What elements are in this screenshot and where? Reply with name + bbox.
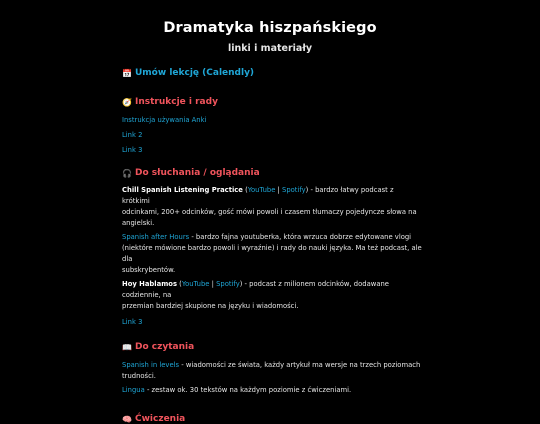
link-3[interactable]: Link 3 bbox=[122, 146, 143, 154]
compass-icon: 🧭 bbox=[122, 97, 132, 107]
list-item: Lingua - zestaw ok. 30 tekstów na każdym poziomie z ćwiczeniami. bbox=[122, 386, 352, 394]
item-title: Chill Spanish Listening Practice bbox=[122, 186, 243, 194]
section-instrukcje-label: Instrukcje i rady bbox=[135, 97, 218, 107]
page-subtitle: linki i materiały bbox=[227, 43, 313, 54]
link-2[interactable]: Link 2 bbox=[122, 131, 143, 139]
link-3[interactable]: Link 3 bbox=[122, 318, 143, 326]
book-icon: 📖 bbox=[122, 342, 132, 352]
spotify-link[interactable]: Spotify bbox=[282, 186, 306, 194]
list-item: Spanish after Hours - bardzo fajna youtuberka, która wrzuca dobrze edytowane vlogi (niektóre mówione bardzo powoli i wyraźnie) i rady do nauki języka. Ma też podcast, ale dla subskrybentów. bbox=[122, 233, 422, 274]
section-cwiczenia-heading bbox=[122, 414, 422, 424]
spotify-link[interactable]: Spotify bbox=[216, 280, 240, 288]
section-sluchanie-label: Do słuchania / oglądania bbox=[135, 168, 260, 178]
section-czytanie-label: Do czytania bbox=[135, 342, 195, 352]
item-title: Hoy Hablamos bbox=[122, 280, 178, 288]
list-item: Chill Spanish Listening Practice (YouTube | Spotify) - bardzo łatwy podcast z krótkimi odcinkami, 200+ odcinków, gość mówi powoli i czasem tłumaczy pojedyncze słowa na angielski. bbox=[122, 186, 417, 227]
section-cwiczenia-label: Ćwiczenia bbox=[135, 414, 186, 424]
spanish-after-hours-link[interactable]: Spanish after Hours bbox=[122, 233, 190, 241]
list-item: Spanish in levels - wiadomości ze świata, każdy artykuł ma wersje na trzech poziomach trudności. bbox=[122, 361, 421, 380]
brain-icon: 🧠 bbox=[122, 414, 132, 424]
lingua-link[interactable]: Lingua bbox=[122, 386, 145, 394]
section-sluchanie-heading bbox=[122, 168, 422, 178]
youtube-link[interactable]: YouTube bbox=[247, 186, 276, 194]
headphones-icon: 🎧 bbox=[122, 168, 132, 178]
link-anki-instructions[interactable]: Instrukcja używania Anki bbox=[122, 116, 207, 124]
calendly-label[interactable]: Umów lekcję (Calendly) bbox=[135, 68, 255, 78]
calendly-link[interactable] bbox=[122, 68, 422, 78]
calendar-icon: 📅 bbox=[122, 68, 132, 78]
youtube-link[interactable]: YouTube bbox=[181, 280, 210, 288]
section-instrukcje-heading bbox=[122, 97, 422, 107]
list-item: Hoy Hablamos (YouTube | Spotify) - podcast z milionem odcinków, dodawane codziennie, na przemian bardziej skupione na języku i wiadomości. bbox=[122, 280, 389, 310]
main-content bbox=[122, 68, 422, 424]
section-czytanie-heading bbox=[122, 342, 422, 352]
page-title: Dramatyka hiszpańskiego bbox=[163, 20, 377, 36]
spanish-in-levels-link[interactable]: Spanish in levels bbox=[122, 361, 180, 369]
